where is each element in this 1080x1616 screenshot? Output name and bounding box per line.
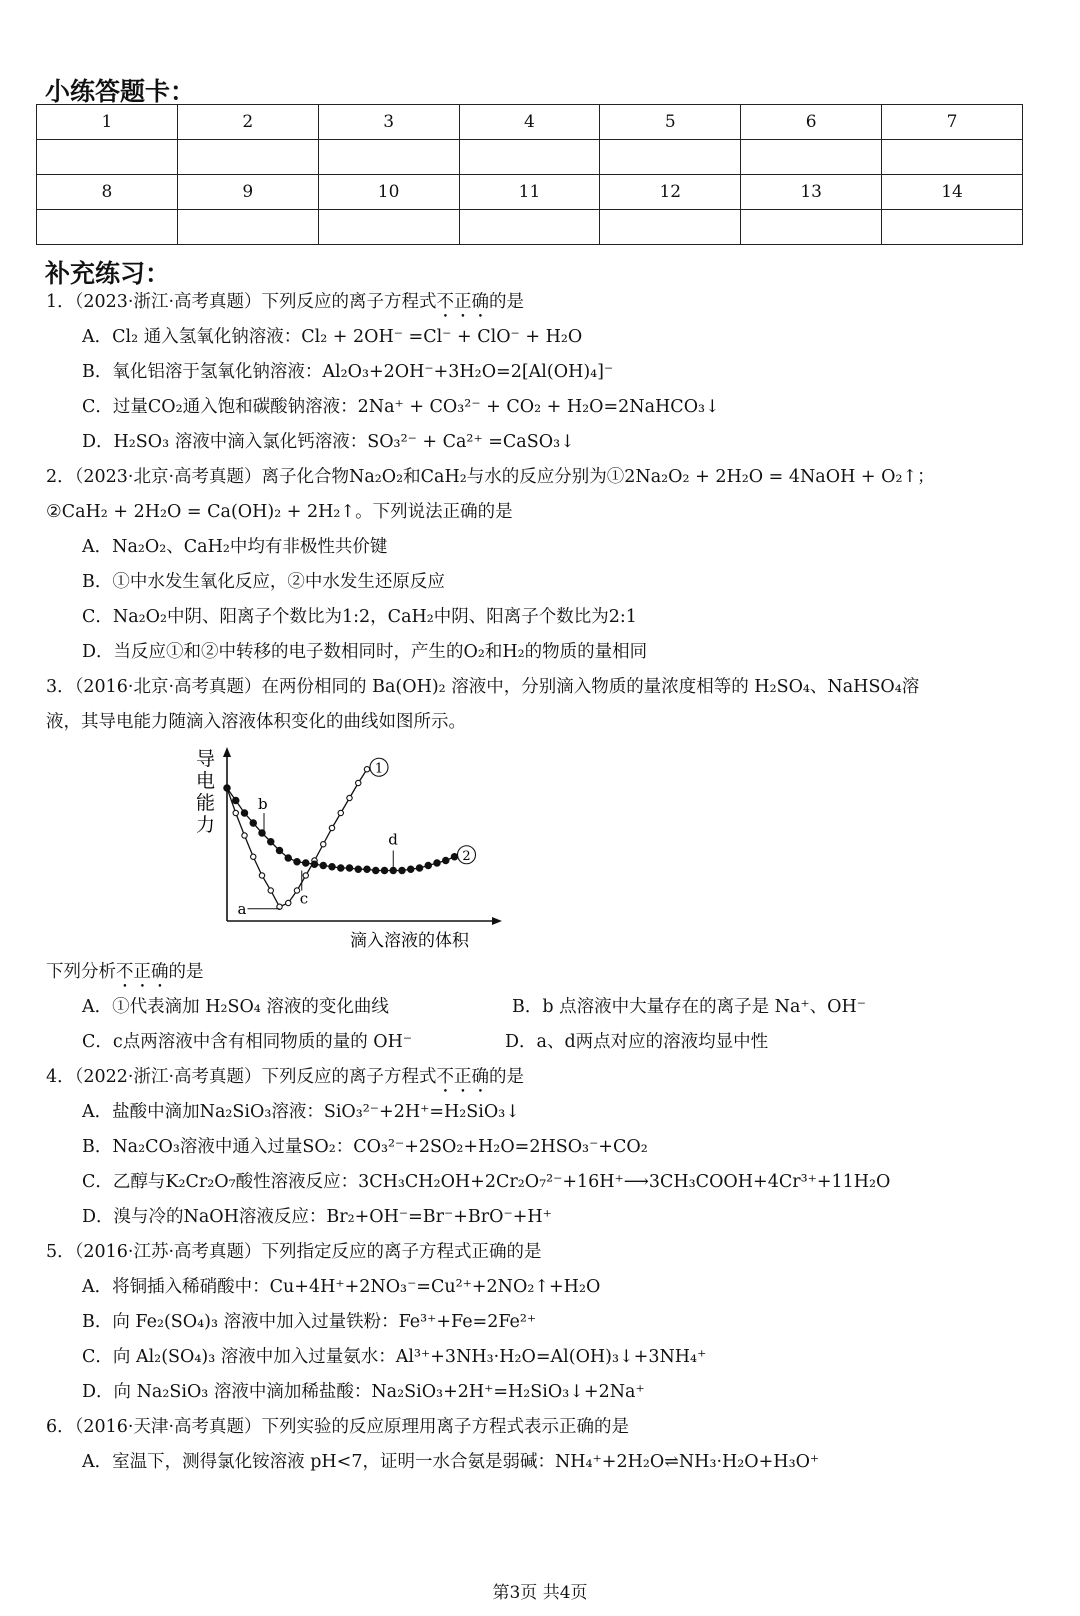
card-num: 7 xyxy=(882,105,1023,140)
answer-cell[interactable] xyxy=(600,210,741,245)
data-point xyxy=(303,873,308,878)
data-point xyxy=(286,900,291,905)
answer-cell[interactable] xyxy=(318,140,459,175)
card-num: 1 xyxy=(37,105,178,140)
data-point xyxy=(408,866,414,872)
answer-card-row-blank-2 xyxy=(37,210,1023,245)
y-axis-label: 导电能力 xyxy=(196,748,216,836)
card-num: 8 xyxy=(37,175,178,210)
answer-cell[interactable] xyxy=(177,210,318,245)
point-label-d: d xyxy=(388,830,398,849)
data-point xyxy=(242,833,247,838)
data-point xyxy=(338,810,343,815)
page-footer: 第3页 共4页 xyxy=(492,1583,588,1603)
series-line xyxy=(227,769,367,907)
card-num: 14 xyxy=(882,175,1023,210)
data-point xyxy=(364,767,369,772)
q1-option-c: C．过量CO₂通入饱和碳酸钠溶液：2Na⁺ + CO₃²⁻ + CO₂ + H₂O=2NaHCO₃↓ xyxy=(82,397,720,417)
card-num: 5 xyxy=(600,105,741,140)
point-label-b: b xyxy=(258,795,268,813)
q2-stem-line1: 2．（2023·北京·高考真题）离子化合物Na₂O₂和CaH₂与水的反应分别为①2Na₂O₂ + 2H₂O = 4NaOH + O₂↑； xyxy=(46,467,935,487)
answer-card-title: 小练答题卡： xyxy=(45,77,196,106)
q3-stem-line1: 3．（2016·北京·高考真题）在两份相同的 Ba(OH)₂ 溶液中，分别滴入物质的量浓度相等的 H₂SO₄、NaHSO₄溶 xyxy=(46,677,920,697)
data-point xyxy=(347,795,352,800)
answer-cell[interactable] xyxy=(37,140,178,175)
q4-stem: 4．（2022·浙江·高考真题）下列反应的离子方程式不正确的是 xyxy=(46,1067,525,1087)
data-point xyxy=(364,866,370,872)
data-point xyxy=(268,839,274,845)
answer-card-row-numbers-1 xyxy=(37,105,1023,140)
series-label: 2 xyxy=(462,848,471,864)
data-point xyxy=(268,888,273,893)
data-point xyxy=(416,865,422,871)
data-point xyxy=(285,855,291,861)
answer-cell[interactable] xyxy=(882,210,1023,245)
q2-option-a: A．Na₂O₂、CaH₂中均有非极性共价键 xyxy=(82,537,388,557)
answer-cell[interactable] xyxy=(37,210,178,245)
answer-cell[interactable] xyxy=(459,140,600,175)
series-label: 1 xyxy=(374,761,384,777)
q3-option-a: A．①代表滴加 H₂SO₄ 溶液的变化曲线 xyxy=(82,997,389,1017)
card-num: 10 xyxy=(318,175,459,210)
data-point xyxy=(443,857,449,863)
card-num: 3 xyxy=(318,105,459,140)
q1-option-a: A．Cl₂ 通入氢氧化钠溶液：Cl₂ + 2OH⁻ =Cl⁻ + ClO⁻ + H₂O xyxy=(82,327,583,347)
q3-option-b: B．b 点溶液中大量存在的离子是 Na⁺、OH⁻ xyxy=(512,997,867,1017)
answer-card-row-blank-1 xyxy=(37,140,1023,175)
answer-cell[interactable] xyxy=(318,210,459,245)
data-point xyxy=(251,854,256,859)
data-point xyxy=(276,847,282,853)
x-axis-arrow xyxy=(492,917,502,925)
q3-option-d: D．a、d两点对应的溶液均显中性 xyxy=(505,1032,769,1052)
data-point xyxy=(329,864,335,870)
q4-option-a: A．盐酸中滴加Na₂SiO₃溶液：SiO₃²⁻+2H⁺=H₂SiO₃↓ xyxy=(82,1102,520,1122)
q1-option-b: B．氧化铝溶于氢氧化钠溶液：Al₂O₃+2OH⁻+3H₂O=2[Al(OH)₄]⁻ xyxy=(82,362,614,382)
data-point xyxy=(338,865,344,871)
answer-card-table xyxy=(36,104,1023,245)
point-markers xyxy=(238,795,399,918)
answer-cell[interactable] xyxy=(741,210,882,245)
answer-cell[interactable] xyxy=(741,140,882,175)
q6-stem: 6．（2016·天津·高考真题）下列实验的反应原理用离子方程式表示正确的是 xyxy=(46,1417,630,1437)
data-point xyxy=(241,810,247,816)
q5-option-c: C．向 Al₂(SO₄)₃ 溶液中加入过量氨水：Al³⁺+3NH₃·H₂O=Al(OH)₃↓+3NH₄⁺ xyxy=(82,1347,707,1367)
q3-option-c: C．c点两溶液中含有相同物质的量的 OH⁻ xyxy=(82,1032,413,1052)
card-num: 9 xyxy=(177,175,318,210)
data-point xyxy=(303,860,309,866)
data-point xyxy=(224,785,230,791)
supplement-title: 补充练习： xyxy=(45,259,171,288)
card-num: 4 xyxy=(459,105,600,140)
data-point xyxy=(434,860,440,866)
data-point xyxy=(425,862,431,868)
q5-option-d: D．向 Na₂SiO₃ 溶液中滴加稀盐酸：Na₂SiO₃+2H⁺=H₂SiO₃↓+2Na⁺ xyxy=(82,1382,645,1402)
point-label-a: a xyxy=(237,899,247,918)
card-num: 2 xyxy=(177,105,318,140)
q5-option-b: B．向 Fe₂(SO₄)₃ 溶液中加入过量铁粉：Fe³⁺+Fe=2Fe²⁺ xyxy=(82,1312,537,1332)
answer-cell[interactable] xyxy=(600,140,741,175)
data-point xyxy=(311,861,317,867)
q1-option-d: D．H₂SO₃ 溶液中滴入氯化钙溶液：SO₃²⁻ + Ca²⁺ =CaSO₃↓ xyxy=(82,432,575,452)
data-point xyxy=(329,825,334,830)
q4-option-b: B．Na₂CO₃溶液中通入过量SO₂：CO₃²⁻+2SO₂+H₂O=2HSO₃⁻+CO₂ xyxy=(82,1137,648,1157)
emphasis-text: 不正确 xyxy=(116,962,169,982)
q1-stem: 1．（2023·浙江·高考真题）下列反应的离子方程式不正确的是 xyxy=(46,292,525,312)
data-point xyxy=(233,810,238,815)
data-point xyxy=(321,842,326,847)
card-num: 13 xyxy=(741,175,882,210)
answer-card-row-numbers-2 xyxy=(37,175,1023,210)
data-point xyxy=(381,867,387,873)
q5-stem: 5．（2016·江苏·高考真题）下列指定反应的离子方程式正确的是 xyxy=(46,1242,542,1262)
q3-question: 下列分析不正确的是 xyxy=(46,962,204,982)
q3-stem-line2: 液，其导电能力随滴入溶液体积变化的曲线如图所示。 xyxy=(46,712,466,732)
data-point xyxy=(451,854,457,860)
data-point xyxy=(356,780,361,785)
card-num: 11 xyxy=(459,175,600,210)
emphasis-text: 不正确 xyxy=(436,292,490,312)
data-point xyxy=(320,862,326,868)
q2-option-c: C．Na₂O₂中阴、阳离子个数比为1:2，CaH₂中阴、阳离子个数比为2:1 xyxy=(82,607,637,627)
answer-cell[interactable] xyxy=(177,140,318,175)
answer-cell[interactable] xyxy=(459,210,600,245)
series-1-curve xyxy=(224,758,388,909)
point-label-c: c xyxy=(299,889,309,908)
data-point xyxy=(294,859,300,865)
q6-option-a: A．室温下，测得氯化铵溶液 pH<7，证明一水合氨是弱碱：NH₄⁺+2H₂O⇌NH₃·H₂O+H₃O⁺ xyxy=(82,1452,820,1472)
data-point xyxy=(373,867,379,873)
card-num: 6 xyxy=(741,105,882,140)
q5-option-a: A．将铜插入稀硝酸中：Cu+4H⁺+2NO₃⁻=Cu²⁺+2NO₂↑+H₂O xyxy=(82,1277,601,1297)
q4-option-c: C．乙醇与K₂Cr₂O₇酸性溶液反应：3CH₃CH₂OH+2Cr₂O₇²⁻+16H⁺⟶3CH₃COOH+4Cr³⁺+11H₂O xyxy=(82,1172,891,1192)
q2-option-b: B．①中水发生氧化反应，②中水发生还原反应 xyxy=(82,572,445,592)
data-point xyxy=(250,820,256,826)
y-axis-arrow xyxy=(223,747,231,757)
q2-option-d: D．当反应①和②中转移的电子数相同时，产生的O₂和H₂的物质的量相同 xyxy=(82,642,648,662)
emphasis-text: 不正确 xyxy=(436,1067,490,1087)
data-point xyxy=(259,873,264,878)
q2-stem-line2: ②CaH₂ + 2H₂O = Ca(OH)₂ + 2H₂↑。下列说法正确的是 xyxy=(46,502,513,522)
data-point xyxy=(355,866,361,872)
x-axis-label: 滴入溶液的体积 xyxy=(350,931,469,951)
answer-cell[interactable] xyxy=(882,140,1023,175)
data-point xyxy=(346,865,352,871)
data-point xyxy=(233,797,239,803)
data-point xyxy=(399,867,405,873)
card-num: 12 xyxy=(600,175,741,210)
conductivity-chart xyxy=(190,745,520,955)
q4-option-d: D．溴与冷的NaOH溶液反应：Br₂+OH⁻=Br⁻+BrO⁻+H⁺ xyxy=(82,1207,552,1227)
